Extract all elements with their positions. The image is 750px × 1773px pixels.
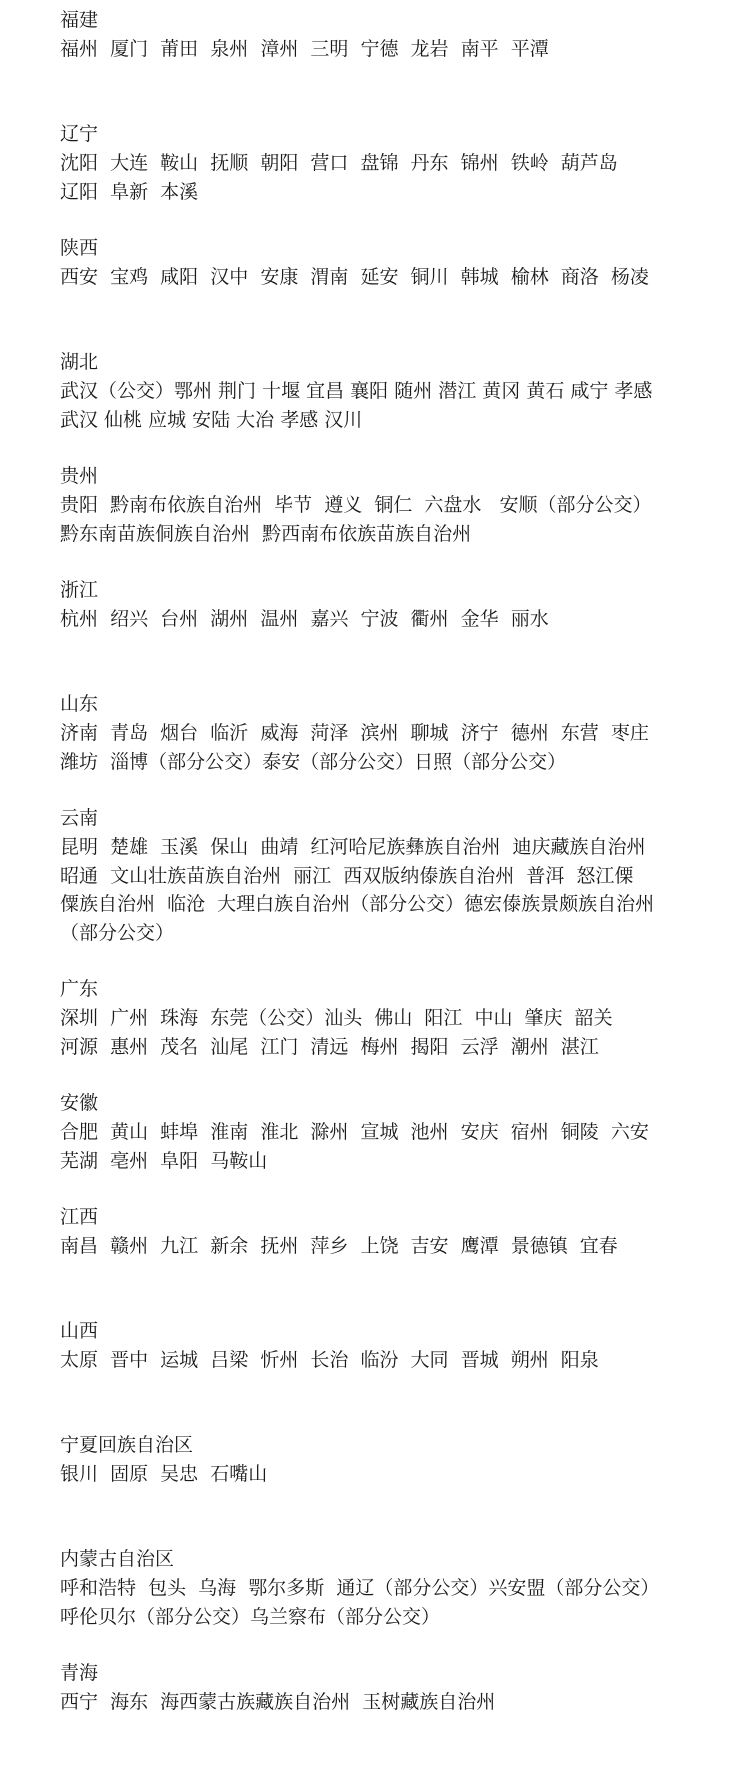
province-name: 山东 bbox=[60, 693, 99, 715]
province-section-fujian bbox=[60, 6, 710, 120]
province-section-yunnan bbox=[60, 804, 710, 975]
province-name: 江西 bbox=[60, 1206, 99, 1228]
city-line: 贵阳 黔南布依族自治州 毕节 遵义 铜仁 六盘水 安顺（部分公交） bbox=[60, 494, 652, 516]
city-line: 太原 晋中 运城 吕梁 忻州 长治 临汾 大同 晋城 朔州 阳泉 bbox=[60, 1349, 599, 1371]
province-section-liaoning bbox=[60, 120, 710, 234]
city-line: 芜湖 亳州 阜阳 马鞍山 bbox=[60, 1149, 268, 1172]
province-name: 内蒙古自治区 bbox=[60, 1548, 175, 1570]
city-line: 济南 青岛 烟台 临沂 威海 菏泽 滨州 聊城 济宁 德州 东营 枣庄 bbox=[60, 722, 649, 744]
province-section-inner-mongolia bbox=[60, 1545, 710, 1659]
province-section-shanxi bbox=[60, 1317, 710, 1431]
province-name: 青海 bbox=[60, 1662, 99, 1684]
province-name: 贵州 bbox=[60, 465, 99, 487]
city-line: 西安 宝鸡 咸阳 汉中 安康 渭南 延安 铜川 韩城 榆林 商洛 杨凌 bbox=[60, 266, 649, 288]
city-line: 呼伦贝尔（部分公交）乌兰察布（部分公交） bbox=[60, 1605, 441, 1628]
city-line: 辽阳 阜新 本溪 bbox=[60, 180, 199, 203]
province-section-anhui bbox=[60, 1089, 710, 1203]
province-name: 辽宁 bbox=[60, 123, 99, 145]
province-name: 广东 bbox=[60, 978, 99, 1000]
city-line: 西宁 海东 海西蒙古族藏族自治州 玉树藏族自治州 bbox=[60, 1691, 496, 1713]
city-line: 银川 固原 吴忠 石嘴山 bbox=[60, 1463, 268, 1485]
province-section-ningxia bbox=[60, 1431, 710, 1545]
city-line: 武汉 仙桃 应城 安陆 大冶 孝感 汉川 bbox=[60, 408, 363, 431]
province-section-qinghai bbox=[60, 1659, 710, 1773]
province-section-shandong bbox=[60, 690, 710, 804]
province-section-guizhou bbox=[60, 462, 710, 576]
province-section-guangdong bbox=[60, 975, 710, 1089]
province-section-shaanxi bbox=[60, 234, 710, 348]
city-line: 深圳 广州 珠海 东莞（公交）汕头 佛山 阳江 中山 肇庆 韶关 bbox=[60, 1007, 613, 1029]
city-line: 僳族自治州 临沧 大理白族自治州（部分公交）德宏傣族景颇族自治州 bbox=[60, 893, 655, 915]
city-line: 潍坊 淄博（部分公交）泰安（部分公交）日照（部分公交） bbox=[60, 750, 567, 773]
province-section-hubei bbox=[60, 348, 710, 462]
city-line: 昆明 楚雄 玉溪 保山 曲靖 红河哈尼族彝族自治州 迪庆藏族自治州 bbox=[60, 836, 646, 858]
city-line: 黔东南苗族侗族自治州 黔西南布依族苗族自治州 bbox=[60, 522, 472, 545]
city-line: 南昌 赣州 九江 新余 抚州 萍乡 上饶 吉安 鹰潭 景德镇 宜春 bbox=[60, 1235, 618, 1257]
city-list bbox=[60, 6, 710, 1773]
province-name: 云南 bbox=[60, 807, 99, 829]
city-line: 武汉（公交）鄂州 荆门 十堰 宜昌 襄阳 随州 潜江 黄冈 黄石 咸宁 孝感 bbox=[60, 380, 653, 402]
province-name: 福建 bbox=[60, 9, 99, 31]
city-line: 杭州 绍兴 台州 湖州 温州 嘉兴 宁波 衢州 金华 丽水 bbox=[60, 608, 549, 630]
province-section-zhejiang bbox=[60, 576, 710, 690]
province-name: 陕西 bbox=[60, 237, 99, 259]
province-name: 山西 bbox=[60, 1320, 99, 1342]
province-name: 宁夏回族自治区 bbox=[60, 1434, 194, 1456]
city-line: 沈阳 大连 鞍山 抚顺 朝阳 营口 盘锦 丹东 锦州 铁岭 葫芦岛 bbox=[60, 152, 618, 174]
city-line: 河源 惠州 茂名 汕尾 江门 清远 梅州 揭阳 云浮 潮州 湛江 bbox=[60, 1035, 599, 1058]
province-name: 浙江 bbox=[60, 579, 99, 601]
province-name: 安徽 bbox=[60, 1092, 99, 1114]
city-line: 昭通 文山壮族苗族自治州 丽江 西双版纳傣族自治州 普洱 怒江傈 bbox=[60, 864, 634, 887]
province-name: 湖北 bbox=[60, 351, 99, 373]
city-line: 呼和浩特 包头 乌海 鄂尔多斯 通辽（部分公交）兴安盟（部分公交） bbox=[60, 1577, 660, 1599]
province-section-jiangxi bbox=[60, 1203, 710, 1317]
city-line: （部分公交） bbox=[60, 921, 175, 944]
city-line: 合肥 黄山 蚌埠 淮南 淮北 滁州 宣城 池州 安庆 宿州 铜陵 六安 bbox=[60, 1121, 649, 1143]
city-line: 福州 厦门 莆田 泉州 漳州 三明 宁德 龙岩 南平 平潭 bbox=[60, 38, 549, 60]
